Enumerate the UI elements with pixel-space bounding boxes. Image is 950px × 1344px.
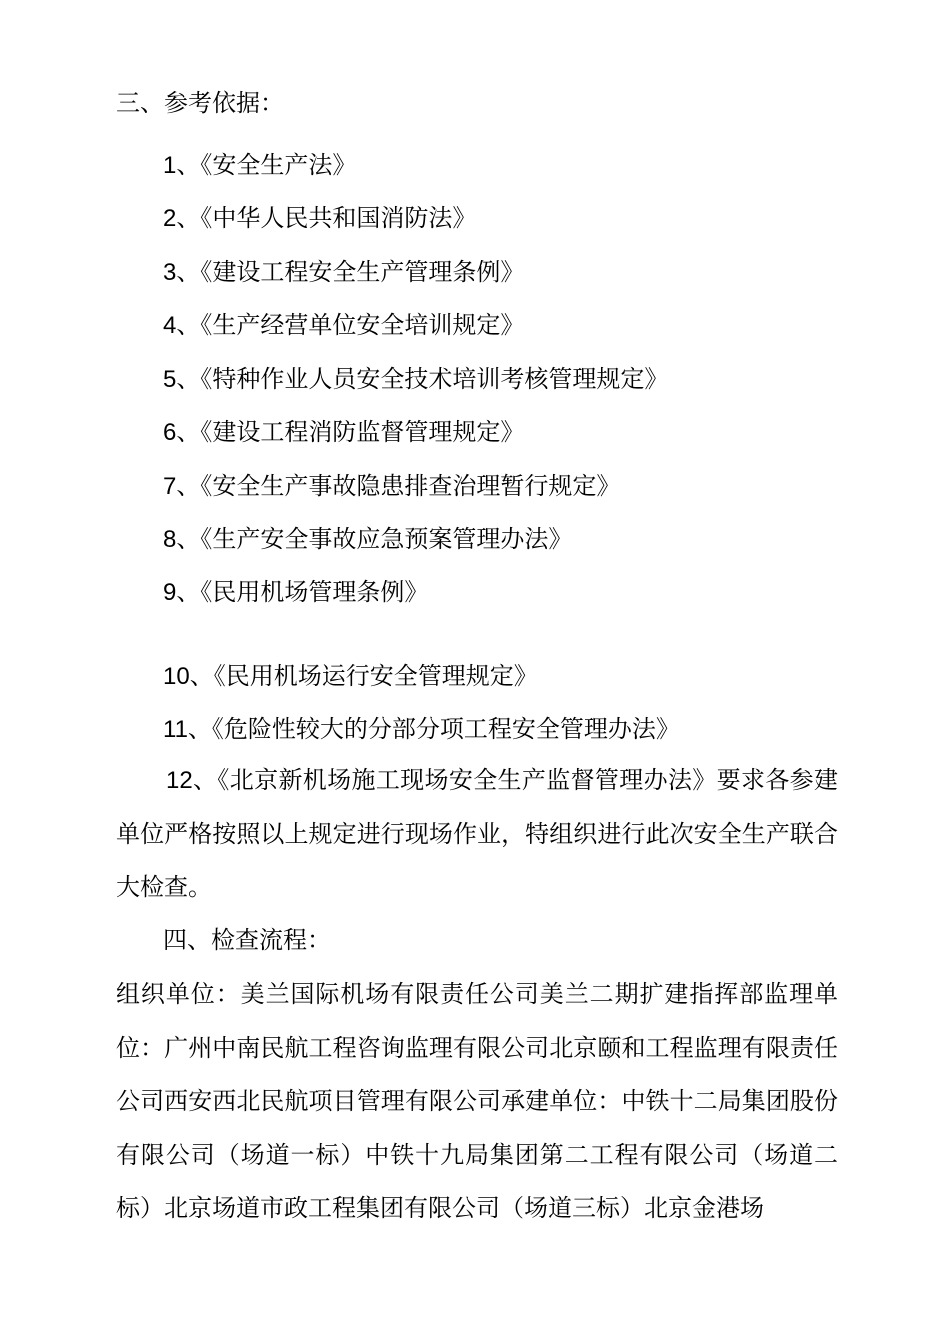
reference-number: 8 [163,526,177,553]
reference-title: 《危险性较大的分部分项工程安全管理办法》 [211,715,680,743]
reference-item [163,577,428,608]
reference-12-text: 《北京新机场施工现场安全生产监督管理办法》要求各参建单位严格按照以上规定进行现场作业，特组织进行此次安全生产联合大检查。 [116,766,839,901]
reference-separator: 、 [189,662,214,690]
section-heading-references: 三、参考依据： [116,89,284,117]
reference-item [163,203,476,234]
reference-item [163,471,620,502]
reference-number: 11 [163,716,188,743]
reference-item-12-paragraph [116,754,838,915]
section-heading-inspection-process: 四、检查流程： [163,926,331,954]
reference-title: 《建设工程安全生产管理条例》 [200,258,525,286]
reference-separator: 、 [176,365,201,393]
reference-title: 《民用机场运行安全管理规定》 [213,662,538,690]
reference-title: 《安全生产法》 [200,151,357,179]
reference-number: 1 [163,152,177,179]
reference-separator: 、 [192,766,218,794]
reference-number: 9 [163,579,177,606]
reference-item [163,524,572,555]
reference-item [163,417,524,448]
inspection-organizations-paragraph: 组织单位：美兰国际机场有限责任公司美兰二期扩建指挥部监理单位：广州中南民航工程咨询监理有限公司北京颐和工程监理有限责任公司西安西北民航项目管理有限公司承建单位：中铁十二局集团股份有限公司（场道一标）中铁十九局集团第二工程有限公司（场道二标）北京场道市政工程集团有限公司（场道三标）北京金港场 [116,980,838,1222]
reference-item [163,714,680,745]
reference-title: 《生产安全事故应急预案管理办法》 [200,525,573,553]
reference-item [163,257,524,288]
reference-title: 《中华人民共和国消防法》 [200,204,477,232]
reference-item [163,150,356,181]
reference-title: 《民用机场管理条例》 [200,578,429,606]
reference-number: 5 [163,366,177,393]
reference-separator: 、 [176,578,201,606]
reference-item [163,310,524,341]
reference-item [163,364,668,395]
reference-number: 4 [163,312,177,339]
reference-title: 《生产经营单位安全培训规定》 [200,311,525,339]
reference-separator: 、 [187,715,212,743]
reference-number: 2 [163,205,177,232]
reference-number: 12 [166,767,193,794]
reference-separator: 、 [176,418,201,446]
reference-separator: 、 [176,525,201,553]
reference-number: 10 [163,663,190,690]
reference-separator: 、 [176,472,201,500]
reference-number: 7 [163,473,177,500]
reference-number: 6 [163,419,177,446]
reference-separator: 、 [176,311,201,339]
reference-separator: 、 [176,151,201,179]
reference-separator: 、 [176,204,201,232]
reference-item [163,661,538,692]
reference-number: 3 [163,259,177,286]
reference-title: 《安全生产事故隐患排查治理暂行规定》 [200,472,621,500]
reference-title: 《特种作业人员安全技术培训考核管理规定》 [200,365,669,393]
reference-title: 《建设工程消防监督管理规定》 [200,418,525,446]
reference-separator: 、 [176,258,201,286]
